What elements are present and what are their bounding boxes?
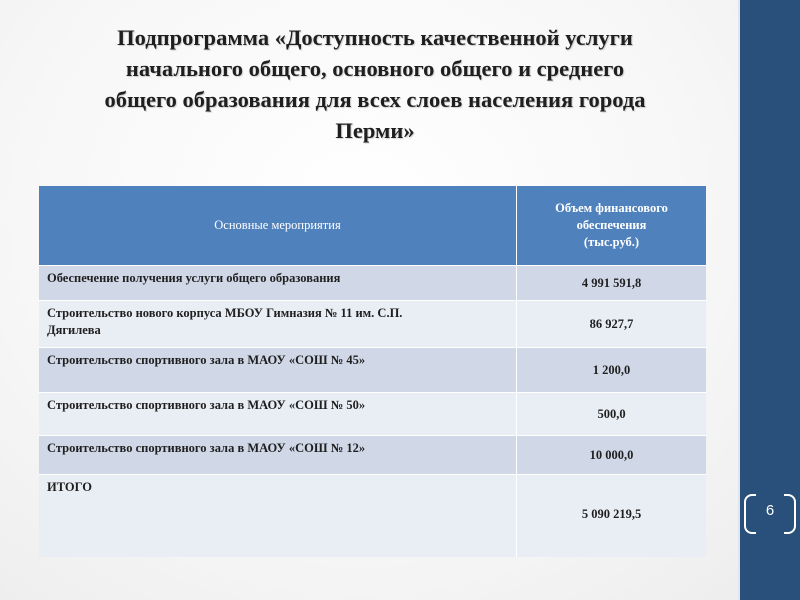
activity-cell xyxy=(39,393,517,436)
activity-text: Строительство спортивного зала в МАОУ «СОШ № 45» xyxy=(47,353,366,367)
amount-cell: 500,0 xyxy=(517,393,707,436)
activity-cell xyxy=(39,348,517,393)
table-row xyxy=(39,266,706,301)
activity-text: Обеспечение получения услуги общего образования xyxy=(47,271,341,285)
page-number: 6 xyxy=(765,502,775,519)
amount-cell: 1 200,0 xyxy=(517,348,707,393)
total-label-cell: ИТОГО xyxy=(39,475,517,558)
activity-text: Строительство нового корпуса МБОУ Гимназия № 11 им. С.П. xyxy=(47,306,403,320)
slide-title xyxy=(40,22,710,146)
table-total-row xyxy=(39,475,706,558)
sidebar-accent-line xyxy=(738,0,740,600)
table-row xyxy=(39,393,706,436)
title-line: общего образования для всех слоев населения города xyxy=(104,87,646,112)
total-amount-cell: 5 090 219,5 xyxy=(517,475,707,558)
activity-text: Дягилева xyxy=(47,323,101,337)
funding-table xyxy=(39,186,706,557)
page-number-badge xyxy=(744,490,796,534)
activity-cell xyxy=(39,266,517,301)
activity-cell xyxy=(39,436,517,475)
title-line: Перми» xyxy=(335,118,415,143)
amount-cell: 4 991 591,8 xyxy=(517,266,707,301)
table-row xyxy=(39,301,706,348)
title-line: Подпрограмма «Доступность качественной услуги xyxy=(117,25,633,50)
amount-cell: 86 927,7 xyxy=(517,301,707,348)
header-activity: Основные мероприятия xyxy=(39,186,517,266)
activity-text: Строительство спортивного зала в МАОУ «СОШ № 12» xyxy=(47,441,366,455)
activity-cell xyxy=(39,301,517,348)
activity-text: Строительство спортивного зала в МАОУ «СОШ № 50» xyxy=(47,398,366,412)
header-amount-line: Объем финансового xyxy=(555,201,668,215)
header-amount-line: (тыс.руб.) xyxy=(583,235,640,249)
amount-cell: 10 000,0 xyxy=(517,436,707,475)
title-line: начального общего, основного общего и среднего xyxy=(125,56,625,81)
header-amount-line: обеспечения xyxy=(576,218,647,232)
table-row xyxy=(39,348,706,393)
header-amount xyxy=(517,186,707,266)
table-row xyxy=(39,436,706,475)
table-header-row xyxy=(39,186,706,266)
